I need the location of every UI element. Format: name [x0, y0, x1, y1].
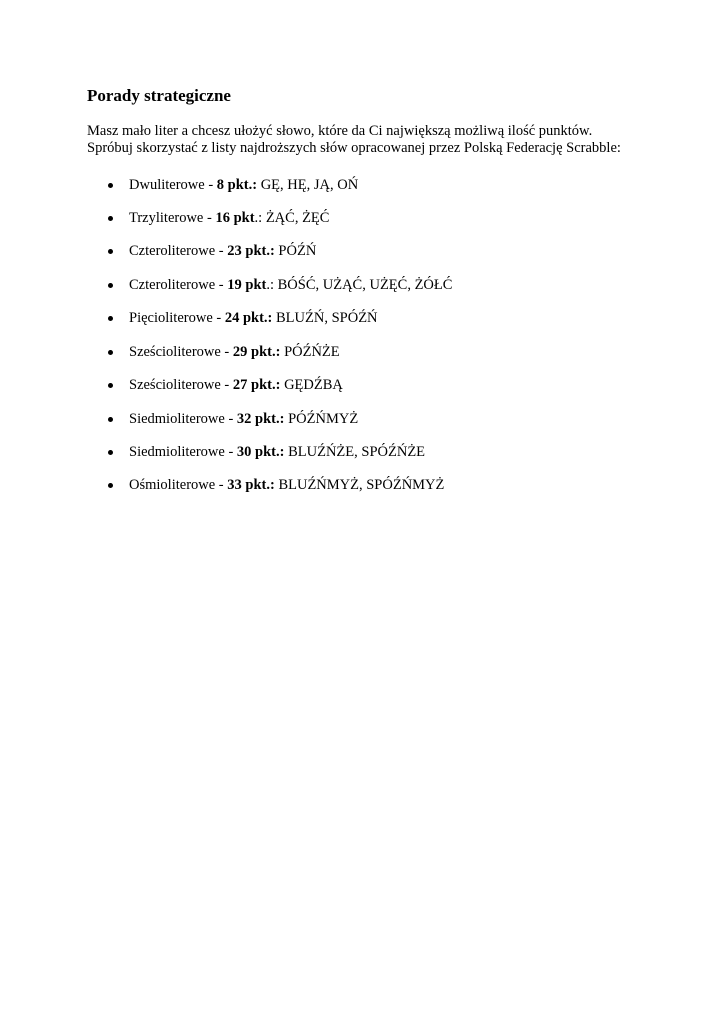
- category-label: Siedmioliterowe -: [129, 444, 237, 460]
- words-label: .: BÓŚĆ, UŻĄĆ, UŻĘĆ, ŻÓŁĆ: [266, 277, 453, 293]
- list-item-text: [129, 409, 358, 429]
- category-label: Siedmioliterowe -: [129, 411, 237, 427]
- intro-line-2: Spróbuj skorzystać z listy najdroższych słów opracowanej przez Polską Federację Scrabble:: [87, 140, 621, 156]
- points-label: 23 pkt.:: [227, 243, 275, 259]
- points-label: 19 pkt: [227, 277, 267, 293]
- words-label: PÓŹŃŻE: [280, 344, 340, 360]
- words-label: BLUŹŃMYŻ, SPÓŹŃMYŻ: [274, 477, 445, 493]
- list-item-text: [129, 442, 425, 462]
- list-item-text: [129, 175, 358, 195]
- category-label: Czteroliterowe -: [129, 277, 228, 293]
- bullet-icon: [108, 417, 113, 422]
- bullet-icon: [108, 483, 113, 488]
- intro-paragraph: [87, 123, 687, 157]
- list-item-text: [129, 475, 444, 495]
- category-label: Trzyliterowe -: [129, 210, 216, 226]
- bullet-icon: [108, 216, 113, 221]
- category-label: Sześcioliterowe -: [129, 344, 233, 360]
- bullet-icon: [108, 383, 113, 388]
- bullet-icon: [108, 450, 113, 455]
- points-label: 30 pkt.:: [236, 444, 285, 460]
- list-item-text: [129, 375, 343, 395]
- points-label: 27 pkt.:: [232, 377, 281, 393]
- words-label: GĘDŹBĄ: [280, 377, 343, 393]
- words-label: PÓŹŃ: [274, 243, 317, 259]
- points-label: 16 pkt: [215, 210, 255, 226]
- points-label: 24 pkt.:: [224, 310, 273, 326]
- points-label: 8 pkt.:: [216, 177, 258, 193]
- words-label: .: ŻĄĆ, ŻĘĆ: [254, 210, 330, 226]
- list-item-text: [129, 241, 316, 261]
- category-label: Dwuliterowe -: [129, 177, 217, 193]
- points-label: 29 pkt.:: [232, 344, 281, 360]
- list-item-text: [129, 208, 329, 228]
- bullet-icon: [108, 316, 113, 321]
- words-label: GĘ, HĘ, JĄ, OŃ: [257, 177, 359, 193]
- points-label: 32 pkt.:: [236, 411, 285, 427]
- list-item-text: [129, 275, 452, 295]
- bullet-icon: [108, 283, 113, 288]
- bullet-icon: [108, 183, 113, 188]
- category-label: Pięcioliterowe -: [129, 310, 225, 326]
- intro-line-1: Masz mało liter a chcesz ułożyć słowo, które da Ci największą możliwą ilość punktów.: [87, 123, 593, 139]
- bullet-icon: [108, 350, 113, 355]
- bullet-icon: [108, 249, 113, 254]
- page-title: Porady strategiczne: [87, 86, 231, 105]
- category-label: Czteroliterowe -: [129, 243, 228, 259]
- words-label: PÓŹŃMYŻ: [284, 411, 359, 427]
- words-label: BLUŹŃ, SPÓŹŃ: [272, 310, 378, 326]
- category-label: Ośmioliterowe -: [129, 477, 228, 493]
- list-item-text: [129, 308, 378, 328]
- category-label: Sześcioliterowe -: [129, 377, 233, 393]
- words-label: BLUŹŃŻE, SPÓŹŃŻE: [284, 444, 426, 460]
- points-label: 33 pkt.:: [227, 477, 275, 493]
- list-item-text: [129, 342, 340, 362]
